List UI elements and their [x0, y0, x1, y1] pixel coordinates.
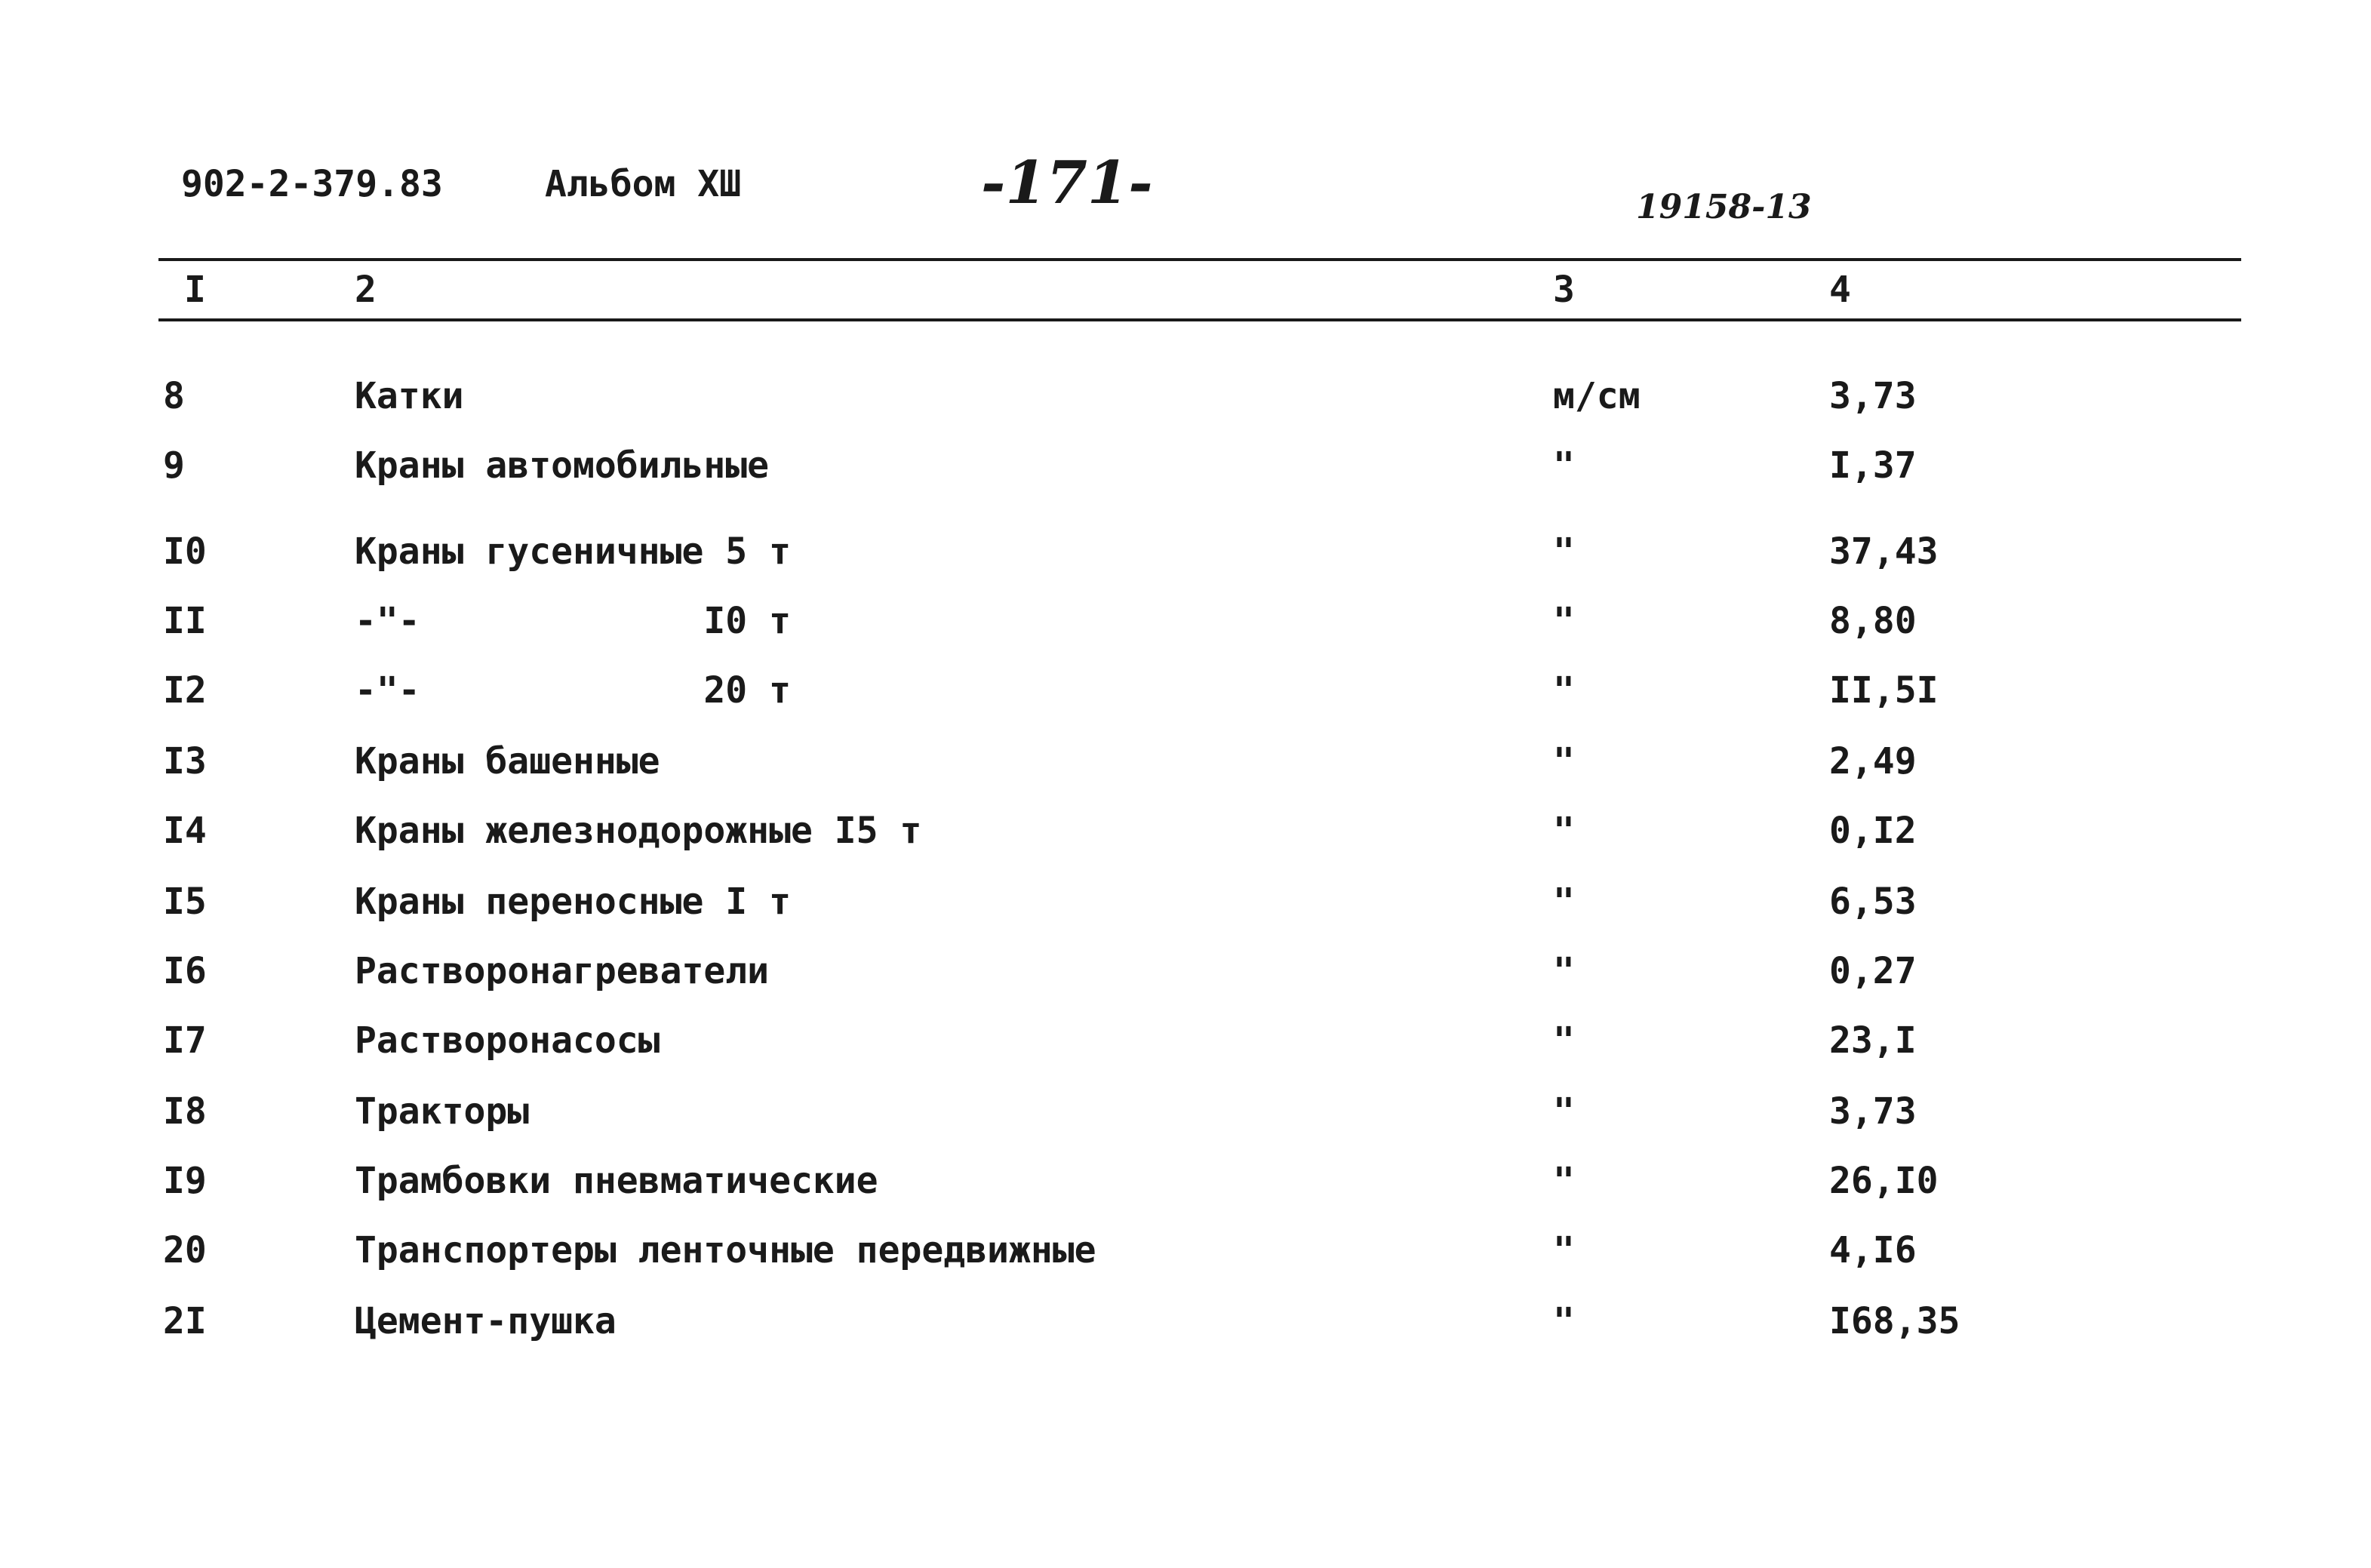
unit: " — [1553, 1019, 1575, 1062]
unit: " — [1553, 1229, 1575, 1271]
page-number: -171- — [981, 149, 1153, 217]
machine-name: Краны переносные I т — [355, 881, 791, 923]
unit: " — [1553, 740, 1575, 782]
machine-name: -"- I0 т — [355, 600, 791, 642]
row-number: I2 — [163, 669, 207, 712]
table-row — [0, 525, 2371, 578]
row-number: I4 — [163, 810, 207, 852]
row-number: 2I — [163, 1300, 207, 1342]
table-row — [0, 1154, 2371, 1207]
value: II,5I — [1829, 669, 1939, 712]
value: 37,43 — [1829, 530, 1939, 573]
unit: " — [1553, 1160, 1575, 1202]
machine-name: Растворонасосы — [355, 1019, 660, 1062]
machine-name: -"- 20 т — [355, 669, 791, 712]
value: 0,I2 — [1829, 810, 1917, 852]
row-number: I3 — [163, 740, 207, 782]
value: 8,80 — [1829, 600, 1917, 642]
value: 23,I — [1829, 1019, 1917, 1062]
machine-name: Цемент-пушка — [355, 1300, 617, 1342]
unit: " — [1553, 600, 1575, 642]
row-number: 20 — [163, 1229, 207, 1271]
table-row — [0, 1295, 2371, 1348]
row-number: I5 — [163, 881, 207, 923]
value: 3,73 — [1829, 375, 1917, 417]
table-header-rule — [158, 318, 2241, 321]
table-row — [0, 1224, 2371, 1277]
machine-name: Краны автомобильные — [355, 444, 770, 487]
value: I68,35 — [1829, 1300, 1960, 1342]
row-number: 8 — [163, 375, 185, 417]
machine-name: Трамбовки пневматические — [355, 1160, 878, 1202]
value: 3,73 — [1829, 1090, 1917, 1133]
value: I,37 — [1829, 444, 1917, 487]
unit: " — [1553, 881, 1575, 923]
table-row — [0, 664, 2371, 717]
column-number-4: 4 — [1829, 269, 1851, 311]
value: 0,27 — [1829, 950, 1917, 992]
table-row — [0, 1014, 2371, 1067]
table-row — [0, 804, 2371, 857]
value: 26,I0 — [1829, 1160, 1939, 1202]
unit: " — [1553, 1090, 1575, 1133]
album-label: Альбом XШ — [545, 163, 742, 205]
table-row — [0, 945, 2371, 998]
unit: м/см — [1553, 375, 1641, 417]
unit: " — [1553, 669, 1575, 712]
machine-name: Транспортеры ленточные передвижные — [355, 1229, 1096, 1271]
row-number: I7 — [163, 1019, 207, 1062]
value: 2,49 — [1829, 740, 1917, 782]
unit: " — [1553, 950, 1575, 992]
machine-name: Краны железнодорожные I5 т — [355, 810, 922, 852]
table-row — [0, 735, 2371, 788]
column-number-1: I — [184, 269, 206, 311]
value: 6,53 — [1829, 881, 1917, 923]
machine-name: Тракторы — [355, 1090, 530, 1133]
table-row — [0, 875, 2371, 928]
machine-name: Краны башенные — [355, 740, 660, 782]
table-row — [0, 1085, 2371, 1138]
row-number: I6 — [163, 950, 207, 992]
row-number: I0 — [163, 530, 207, 573]
unit: " — [1553, 810, 1575, 852]
unit: " — [1553, 1300, 1575, 1342]
table-row — [0, 595, 2371, 647]
column-number-3: 3 — [1553, 269, 1575, 311]
row-number: I8 — [163, 1090, 207, 1133]
row-number: 9 — [163, 444, 185, 487]
row-number: I9 — [163, 1160, 207, 1202]
unit: " — [1553, 530, 1575, 573]
machine-name: Растворонагреватели — [355, 950, 770, 992]
unit: " — [1553, 444, 1575, 487]
machine-name: Краны гусеничные 5 т — [355, 530, 791, 573]
machine-name: Катки — [355, 375, 464, 417]
table-top-rule — [158, 258, 2241, 261]
document-code: 902-2-379.83 — [181, 163, 443, 205]
table-row — [0, 439, 2371, 492]
column-number-2: 2 — [355, 269, 377, 311]
table-row — [0, 370, 2371, 423]
row-number: II — [163, 600, 207, 642]
sheet-reference: 19158-13 — [1636, 188, 1812, 226]
value: 4,I6 — [1829, 1229, 1917, 1271]
